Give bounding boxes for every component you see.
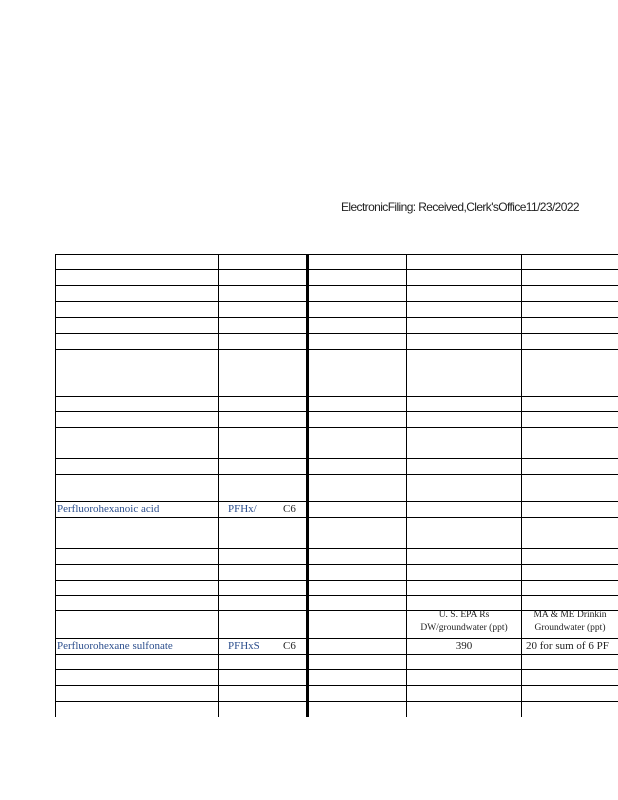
row-divider xyxy=(55,254,618,255)
mame-value-pfhxs: 20 for sum of 6 PF xyxy=(526,640,609,652)
row-divider xyxy=(55,317,618,318)
abbreviation-pfhxs: PFHxS xyxy=(228,640,260,652)
row-divider xyxy=(55,580,618,581)
epa-value-pfhxs: 390 xyxy=(455,640,473,652)
row-divider xyxy=(55,269,618,270)
row-divider xyxy=(55,301,618,302)
row-divider xyxy=(55,285,618,286)
row-divider xyxy=(55,654,618,655)
mame-header-line1: MA & ME Drinkin xyxy=(533,610,607,620)
row-divider xyxy=(55,349,618,350)
row-divider xyxy=(55,564,618,565)
row-divider xyxy=(55,685,618,686)
row-divider xyxy=(55,669,618,670)
formula-pfhxs: C6 xyxy=(283,640,296,652)
epa-header-line1: U. S. EPA Rs xyxy=(438,610,490,620)
abbreviation-pfhxa: PFHx/ xyxy=(228,503,257,515)
data-table-grid xyxy=(55,254,618,717)
column-divider xyxy=(218,254,219,717)
row-divider xyxy=(55,595,618,596)
electronic-filing-stamp: ElectronicFiling: Received,Clerk'sOffice11/23/2022 xyxy=(341,200,579,214)
row-divider xyxy=(55,474,618,475)
row-divider xyxy=(55,501,618,502)
column-divider xyxy=(55,254,56,717)
row-divider xyxy=(55,701,618,702)
row-divider xyxy=(55,411,618,412)
column-divider xyxy=(521,254,522,717)
row-divider xyxy=(55,427,618,428)
mame-header-line2: Groundwater (ppt) xyxy=(534,623,606,633)
column-divider-thick xyxy=(306,254,309,717)
row-divider xyxy=(55,517,618,518)
epa-header-line2: DW/groundwater (ppt) xyxy=(420,623,508,633)
row-divider xyxy=(55,638,618,639)
formula-pfhxa: C6 xyxy=(283,503,296,515)
chemical-name-pfhxa: Perfluorohexanoic acid xyxy=(57,503,160,515)
row-divider xyxy=(55,548,618,549)
row-divider xyxy=(55,396,618,397)
row-divider xyxy=(55,458,618,459)
row-divider xyxy=(55,333,618,334)
chemical-name-pfhxs: Perfluorohexane sulfonate xyxy=(57,640,173,652)
